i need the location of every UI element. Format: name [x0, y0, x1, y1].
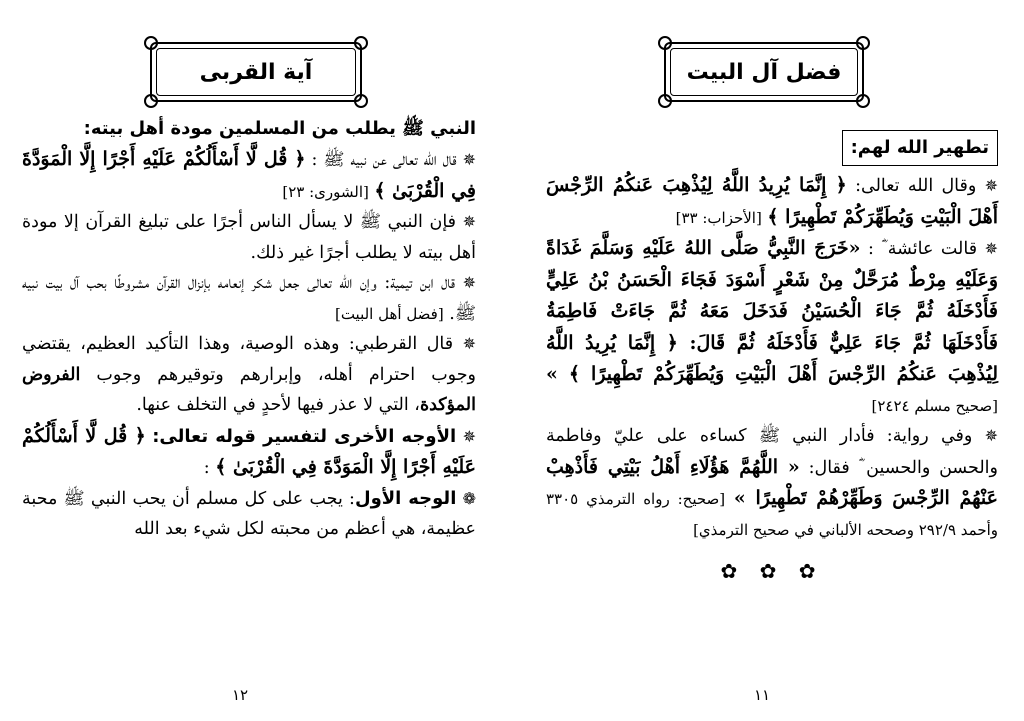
- star-icon: ✵: [462, 273, 476, 292]
- quran-verse: ﴿ قُل لَّا أَسْأَلُكُمْ عَلَيْهِ أَجْرًا إِلَّا الْمَوَدَّةَ فِي الْقُرْبَىٰ ﴾: [22, 148, 476, 202]
- star-icon: ✵: [984, 426, 998, 445]
- subheading: الوجه الأول: [354, 487, 457, 509]
- subheading: الأوجه الأخرى لتفسير قوله تعالى:: [152, 425, 457, 447]
- title-frame-right: [664, 42, 864, 102]
- star-icon: ✵: [984, 239, 998, 258]
- paragraph: ❁ الوجه الأول: يجب على كل مسلم أن يحب النبي ﷺ محبة عظيمة، هي أعظم من محبته لكل شيء بعد الله: [22, 487, 477, 539]
- quran-verse: ﴿ قُل لَّا أَسْأَلُكُمْ عَلَيْهِ أَجْرًا إِلَّا الْمَوَدَّةَ فِي الْقُرْبَىٰ ﴾: [22, 424, 476, 478]
- boxed-heading: تطهير الله لهم:: [842, 130, 998, 166]
- star-icon: ✵: [462, 212, 476, 231]
- frame-ornament: [354, 94, 368, 108]
- frame-ornament: [856, 36, 870, 50]
- chapter-title: آية القربى: [199, 59, 313, 85]
- section-ornament: ✿ ✿ ✿: [720, 559, 824, 583]
- hadith-text: «خَرَجَ النَّبِيُّ صَلَّى اللهُ عَلَيْهِ وَسَلَّمَ غَدَاةً وَعَلَيْهِ مِرْطٌ مُرَحَّلٌ مِنْ شَعْرٍ أَسْوَدَ فَجَاءَ الْحَسَنُ بْنُ عَلِيٍّ فَأَدْخَلَهُ ثُمَّ جَاءَ الْحُسَيْنُ فَدَخَلَ مَعَهُ ثُمَّ جَاءَتْ فَاطِمَةُ فَأَدْخَلَهَا ثُمَّ جَاءَ عَلِيٌّ فَأَدْخَلَهُ ثُمَّ قَالَ: ﴿ إِنَّمَا يُرِيدُ اللَّهُ لِيُذْهِبَ عَنكُمُ الرِّجْسَ أَهْلَ الْبَيْتِ وَيُطَهِّرَكُمْ تَطْهِيرًا ﴾ »: [546, 237, 998, 385]
- frame-ornament: [354, 36, 368, 50]
- frame-ornament: [658, 94, 672, 108]
- reference: [الأحزاب: ٣٣]: [675, 208, 762, 227]
- paragraph: ✵ وقال الله تعالى: ﴿ إِنَّمَا يُرِيدُ اللَّهُ لِيُذْهِبَ عَنكُمُ الرِّجْسَ أَهْلَ الْبَيْتِ وَيُطَهِّرَكُمْ تَطْهِيرًا ﴾ [الأحزاب: ٣٣]: [546, 174, 998, 228]
- hadith-text: « اللَّهُمَّ هَؤُلَاءِ أَهْلُ بَيْتِي فَأَذْهِبْ عَنْهُمْ الرِّجْسَ وَطَهِّرْهُمْ تَطْهِيرًا »: [546, 455, 998, 509]
- frame-ornament: [658, 36, 672, 50]
- paragraph: ✵ فإن النبي ﷺ لا يسأل الناس أجرًا على تبليغ القرآن إلا مودة أهل بيته لا يطلب أجرًا غير ذلك.: [22, 212, 476, 263]
- page-number: ١١: [753, 686, 771, 704]
- flower-icon: ❁: [462, 488, 477, 508]
- paragraph: ✵ قال القرطبي: وهذه الوصية، وهذا التأكيد العظيم، يقتضي وجوب احترام أهله، وإبرارهم وتوقيرهم وجوب الفروض المؤكدة، التي لا عذر فيها لأحدٍ في التخلف عنها.: [22, 334, 476, 415]
- reference: [صحيح مسلم ٢٤٢٤]: [871, 396, 998, 415]
- star-icon: ✵: [462, 334, 476, 353]
- paragraph: ✵ وفي رواية: فأدار النبي ﷺ كساءه على عليّ وفاطمة والحسن والحسين ؓ فقال: « اللَّهُمَّ هَؤُلَاءِ أَهْلُ بَيْتِي فَأَذْهِبْ عَنْهُمْ الرِّجْسَ وَطَهِّرْهُمْ تَطْهِيرًا » [صحيح: رواه الترمذي ٣٣٠٥ وأحمد ٢٩٢/٩ وصححه الألباني في صحيح الترمذي]: [546, 426, 998, 539]
- star-icon: ✵: [462, 426, 476, 446]
- reference: [الشورى: ٢٣]: [282, 182, 369, 201]
- paragraph: ✵ الأوجه الأخرى لتفسير قوله تعالى: ﴿ قُل لَّا أَسْأَلُكُمْ عَلَيْهِ أَجْرًا إِلَّا الْمَوَدَّةَ فِي الْقُرْبَىٰ ﴾ :: [22, 424, 476, 478]
- quran-verse: ﴿ إِنَّمَا يُرِيدُ اللَّهُ لِيُذْهِبَ عَنكُمُ الرِّجْسَ أَهْلَ الْبَيْتِ وَيُطَهِّرَكُمْ تَطْهِيرًا ﴾: [546, 174, 998, 228]
- reference: [فضل أهل البيت]: [334, 304, 444, 323]
- star-icon: ✵: [462, 150, 476, 169]
- emphasis: الفروض المؤكدة: [22, 364, 476, 415]
- section-heading: النبي ﷺ يطلب من المسلمين مودة أهل بيته:: [83, 118, 476, 139]
- star-icon: ✵: [984, 176, 998, 195]
- page-number: ١٢: [231, 686, 249, 704]
- paragraph: ✵ قال ابن تيمية: وإن الله تعالى جعل شكر إنعامه بإنزال القرآن مشروطًا بحب آل بيت نبيه ﷺ. [فضل أهل البيت]: [22, 273, 476, 324]
- frame-ornament: [856, 94, 870, 108]
- frame-ornament: [144, 36, 158, 50]
- reference: [صحيح: رواه الترمذي ٣٣٠٥ وأحمد ٢٩٢/٩ وصححه الألباني في صحيح الترمذي]: [546, 490, 998, 539]
- right-body: [512, 130, 1024, 583]
- paragraph: ✵ قالت عائشة ؓ : «خَرَجَ النَّبِيُّ صَلَّى اللهُ عَلَيْهِ وَسَلَّمَ غَدَاةً وَعَلَيْهِ مِرْطٌ مُرَحَّلٌ مِنْ شَعْرٍ أَسْوَدَ فَجَاءَ الْحَسَنُ بْنُ عَلِيٍّ فَأَدْخَلَهُ ثُمَّ جَاءَ الْحُسَيْنُ فَدَخَلَ مَعَهُ ثُمَّ جَاءَتْ فَاطِمَةُ فَأَدْخَلَهَا ثُمَّ جَاءَ عَلِيٌّ فَأَدْخَلَهُ ثُمَّ قَالَ: ﴿ إِنَّمَا يُرِيدُ اللَّهُ لِيُذْهِبَ عَنكُمُ الرِّجْسَ أَهْلَ الْبَيْتِ وَيُطَهِّرَكُمْ تَطْهِيرًا ﴾ » [صحيح مسلم ٢٤٢٤]: [546, 237, 998, 415]
- title-frame-left: [150, 42, 362, 102]
- frame-ornament: [144, 94, 158, 108]
- paragraph: ✵ قال الله تعالى عن نبيه ﷺ : ﴿ قُل لَّا أَسْأَلُكُمْ عَلَيْهِ أَجْرًا إِلَّا الْمَوَدَّةَ فِي الْقُرْبَىٰ ﴾ [الشورى: ٢٣]: [22, 148, 476, 202]
- chapter-title: فضل آل البيت: [686, 59, 842, 85]
- left-body: [0, 114, 512, 545]
- page-right: [512, 0, 1024, 721]
